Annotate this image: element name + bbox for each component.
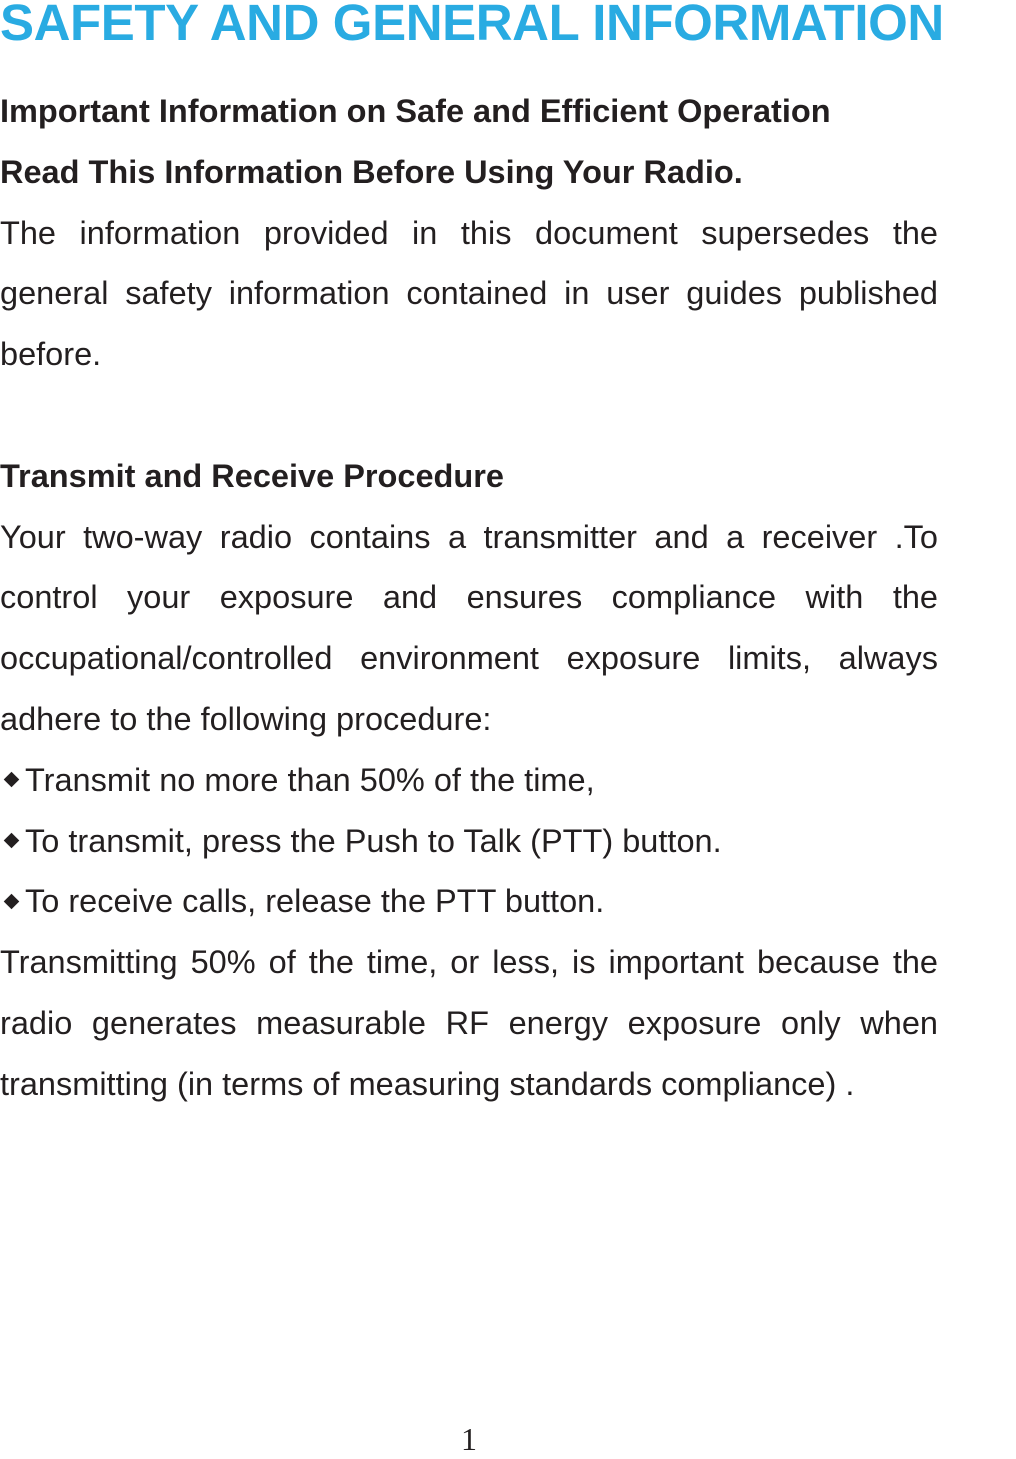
bullet-text: To transmit, press the Push to Talk (PTT) button. bbox=[25, 822, 722, 859]
procedure-paragraph: Your two-way radio contains a transmitter and a receiver .To control your exposure and ensures compliance with the occupational/controlled environment exposure limits, always adhere to the following procedure: bbox=[0, 518, 938, 737]
bullet-text: Transmit no more than 50% of the time, bbox=[25, 761, 595, 798]
page-title: SAFETY AND GENERAL INFORMATION bbox=[0, 0, 944, 51]
paragraph-spacer bbox=[0, 385, 938, 446]
heading-read-before-use: Read This Information Before Using Your Radio. bbox=[0, 153, 743, 190]
page-number: 1 bbox=[461, 1421, 477, 1457]
bullet-item bbox=[0, 871, 938, 932]
intro-paragraph: The information provided in this document supersedes the general safety information contained in user guides published before. bbox=[0, 214, 938, 373]
diamond-bullet-icon bbox=[4, 772, 20, 788]
closing-paragraph: Transmitting 50% of the time, or less, is important because the radio generates measurable RF energy exposure only when transmitting (in terms of measuring standards compliance) . bbox=[0, 944, 938, 1102]
document-body bbox=[0, 81, 938, 1115]
section-heading-transmit-receive: Transmit and Receive Procedure bbox=[0, 457, 504, 494]
bullet-item bbox=[0, 811, 938, 872]
bullet-text: To receive calls, release the PTT button. bbox=[25, 883, 605, 920]
diamond-bullet-icon bbox=[4, 894, 20, 910]
heading-important-information: Important Information on Safe and Efficient Operation bbox=[0, 93, 831, 129]
diamond-bullet-icon bbox=[4, 833, 20, 849]
bullet-item bbox=[0, 750, 938, 811]
